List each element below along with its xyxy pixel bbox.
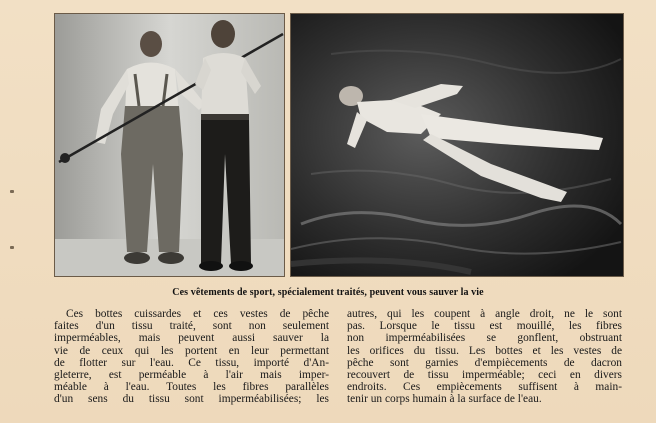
text-line: méable à l'eau. Toutes les fibres parallèles <box>54 381 329 394</box>
text-line: faites d'un tissu traité, sont non seulement <box>54 320 329 333</box>
text-line: de flotter sur l'eau. Ce tissu, importé d'An- <box>54 356 329 369</box>
article-body <box>54 308 622 413</box>
photo-floating-man <box>290 13 624 277</box>
article-column-right <box>347 308 622 413</box>
article-headline: Ces vêtements de sport, spécialement traités, peuvent vous sauver la vie <box>172 287 484 298</box>
text-line: tenir un corps humain à la surface de l'eau. <box>347 393 542 406</box>
text-line: gleterre, est perméable à l'air mais imper- <box>54 369 329 382</box>
text-line: pas. Lorsque le tissu est mouillé, les fibres <box>347 320 622 333</box>
floating-man-photo <box>291 14 623 276</box>
text-line: pêche sont garnies d'empiècements de dacron <box>347 356 622 369</box>
text-line: imperméables, mais peuvent aussi sauver la <box>54 332 329 345</box>
text-line: les orifices du tissu. Les bottes et les vestes de <box>347 344 622 357</box>
text-line: autres, qui les coupent à angle droit, ne le sont <box>347 308 622 320</box>
text-line: non imperméabilisées se gonflent, obstruant <box>347 332 622 345</box>
text-line: endroits. Ces empiècements suffisent à main- <box>347 381 622 394</box>
margin-mark <box>10 246 14 249</box>
text-line: Ces bottes cuissardes et ces vestes de pêche <box>66 308 329 320</box>
margin-mark <box>10 190 14 193</box>
two-fishermen-photo <box>55 14 284 276</box>
text-line: recouvert de tissu imperméable; ceci en divers <box>347 369 622 382</box>
article-column-left <box>54 308 329 413</box>
text-line: d'un sens du tissu sont imperméabilisées; les <box>54 393 329 406</box>
photo-fishermen <box>54 13 285 277</box>
text-line: vie de ceux qui les portent en leur permettant <box>54 344 329 357</box>
